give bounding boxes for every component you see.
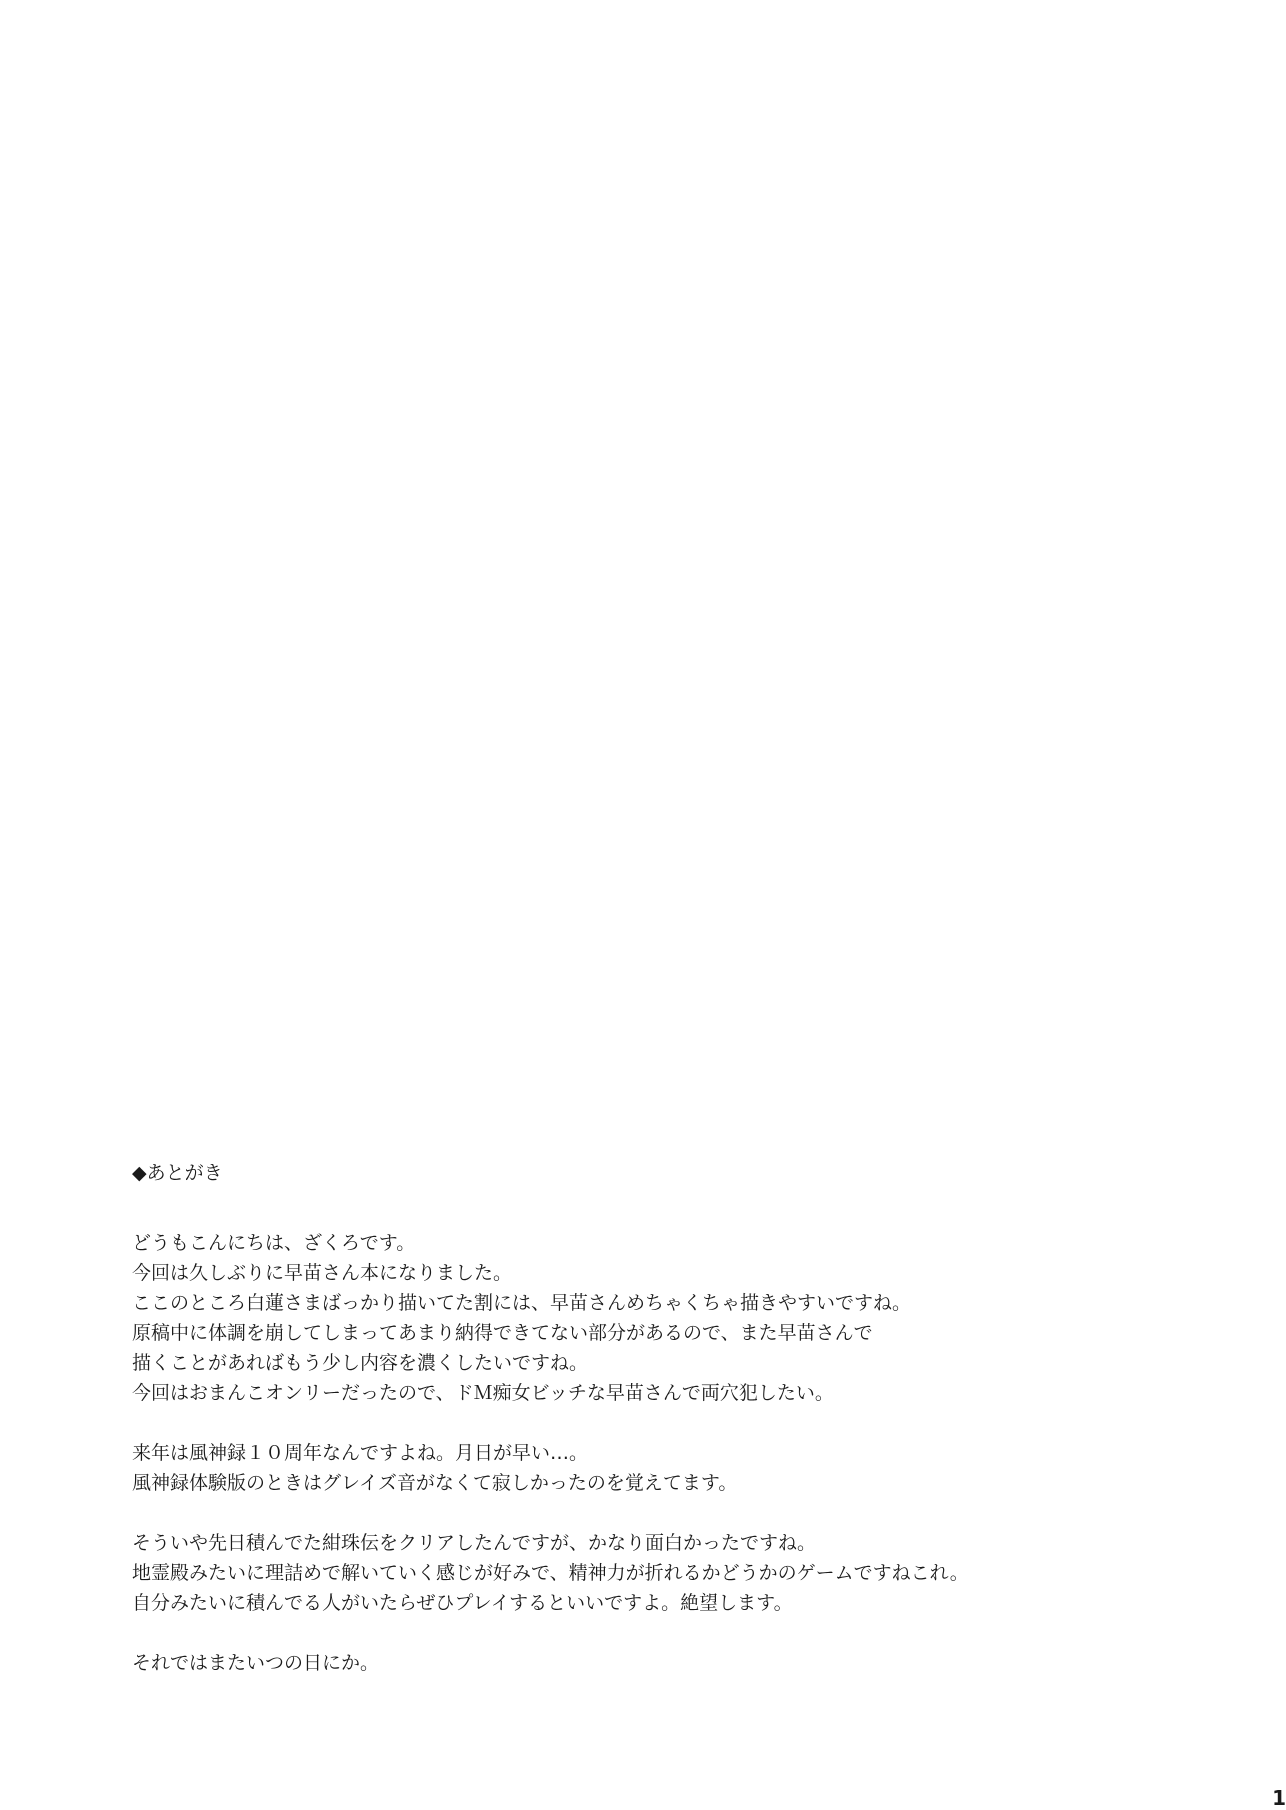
text-line: それではまたいつの日にか。	[132, 1652, 380, 1674]
spacer	[132, 1498, 1132, 1528]
text-line: 自分みたいに積んでる人がいたらぜひプレイするといいですよ。絶望します。	[132, 1592, 793, 1614]
text-line: 来年は風神録１０周年なんですよね。月日が早い…。	[132, 1442, 589, 1464]
afterword-section	[132, 1160, 1132, 1678]
afterword-heading: ◆あとがき	[132, 1162, 223, 1184]
text-line: 今回は久しぶりに早苗さん本になりました。	[132, 1262, 513, 1284]
paragraph-game-review	[132, 1528, 1132, 1618]
text-line: 地霊殿みたいに理詰めで解いていく感じが好みで、精神力が折れるかどうかのゲームですねこれ。	[132, 1562, 969, 1584]
text-line: どうもこんにちは、ざくろです。	[132, 1232, 416, 1254]
spacer	[132, 1408, 1132, 1438]
paragraph-closing	[132, 1648, 1132, 1678]
text-line: 今回はおまんこオンリーだったので、ドＭ痴女ビッチな早苗さんで両穴犯したい。	[132, 1382, 834, 1404]
page-number: 1	[1272, 1786, 1286, 1810]
paragraph-greeting	[132, 1228, 1132, 1408]
text-line: 描くことがあればもう少し内容を濃くしたいですね。	[132, 1352, 589, 1374]
paragraph-anniversary	[132, 1438, 1132, 1498]
spacer	[132, 1186, 1132, 1228]
text-line: ここのところ白蓮さまばっかり描いてた割には、早苗さんめちゃくちゃ描きやすいですね。	[132, 1292, 912, 1314]
spacer	[132, 1618, 1132, 1648]
text-line: そういや先日積んでた紺珠伝をクリアしたんですが、かなり面白かったですね。	[132, 1532, 817, 1554]
text-line: 原稿中に体調を崩してしまってあまり納得できてない部分があるので、また早苗さんで	[132, 1322, 873, 1344]
text-line: 風神録体験版のときはグレイズ音がなくて寂しかったのを覚えてます。	[132, 1472, 738, 1494]
